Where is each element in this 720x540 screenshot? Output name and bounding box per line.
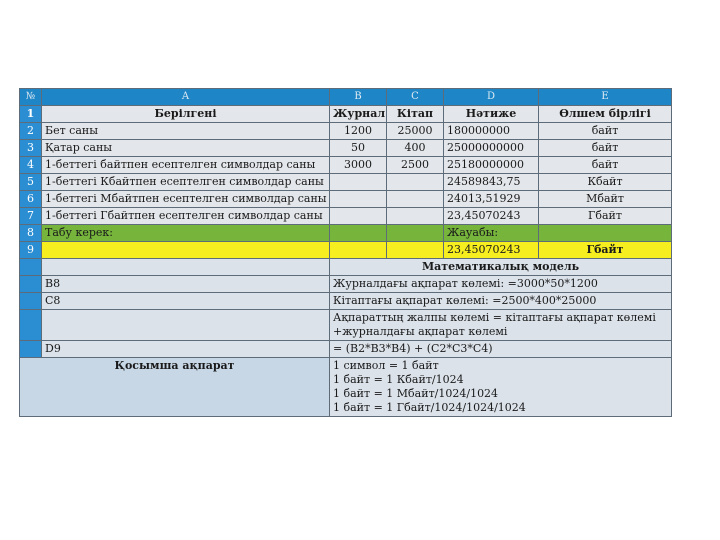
column-header-row	[20, 89, 672, 106]
model-ref-label: C8	[42, 293, 330, 310]
cell-a[interactable]: 1-беттегі байтпен есептелген символдар саны	[42, 157, 330, 174]
row-number[interactable]: 8	[20, 225, 42, 242]
cell-a[interactable]: 1-беттегі Мбайтпен есептелген символдар саны	[42, 191, 330, 208]
cell-b[interactable]	[330, 225, 387, 242]
extra-line-2: 1 байт = 1 Кбайт/1024	[333, 373, 464, 386]
row-number[interactable]	[20, 293, 42, 310]
cell-b[interactable]: 1200	[330, 123, 387, 140]
cell-a[interactable]	[42, 310, 330, 341]
model-total-formula	[330, 310, 672, 341]
cell-c[interactable]	[387, 225, 444, 242]
column-header-d[interactable]: D	[444, 89, 539, 106]
cell-c[interactable]	[387, 242, 444, 259]
cell-b[interactable]	[330, 191, 387, 208]
model-title-row	[20, 259, 672, 276]
row-number[interactable]	[20, 341, 42, 358]
cell-d[interactable]: 24013,51929	[444, 191, 539, 208]
model-row	[20, 341, 672, 358]
cell-a[interactable]: Бет саны	[42, 123, 330, 140]
table-row	[20, 157, 672, 174]
cell-c[interactable]: 25000	[387, 123, 444, 140]
row-number[interactable]: 6	[20, 191, 42, 208]
column-header-num[interactable]: №	[20, 89, 42, 106]
extra-info-row	[20, 358, 672, 417]
model-row	[20, 276, 672, 293]
cell-c[interactable]: 2500	[387, 157, 444, 174]
model-formula: Кітаптағы ақпарат көлемі: =2500*400*25000	[330, 293, 672, 310]
column-header-a[interactable]: A	[42, 89, 330, 106]
cell-a[interactable]	[42, 242, 330, 259]
row-number[interactable]	[20, 259, 42, 276]
cell-a[interactable]: 1-беттегі Кбайтпен есептелген символдар саны	[42, 174, 330, 191]
cell-e[interactable]: Кбайт	[539, 174, 672, 191]
cell-a[interactable]: Табу керек:	[42, 225, 330, 242]
row-number[interactable]: 5	[20, 174, 42, 191]
cell-d[interactable]: Нәтиже	[444, 106, 539, 123]
cell-e[interactable]: байт	[539, 140, 672, 157]
cell-b[interactable]	[330, 242, 387, 259]
cell-e[interactable]: байт	[539, 123, 672, 140]
model-formula: = (B2*B3*B4) + (C2*C3*C4)	[330, 341, 672, 358]
table-row	[20, 191, 672, 208]
row-number[interactable]: 7	[20, 208, 42, 225]
table-row	[20, 174, 672, 191]
cell-e[interactable]: Гбайт	[539, 208, 672, 225]
column-header-c[interactable]: C	[387, 89, 444, 106]
cell-c[interactable]	[387, 208, 444, 225]
cell-d[interactable]: Жауабы:	[444, 225, 539, 242]
row-number[interactable]	[20, 276, 42, 293]
extra-line-4: 1 байт = 1 Гбайт/1024/1024/1024	[333, 401, 526, 414]
model-row	[20, 310, 672, 341]
cell-b[interactable]: 3000	[330, 157, 387, 174]
answer-row	[20, 242, 672, 259]
cell-e[interactable]	[539, 225, 672, 242]
row-number[interactable]: 9	[20, 242, 42, 259]
model-title: Математикалық модель	[330, 259, 672, 276]
extra-line-1: 1 символ = 1 байт	[333, 359, 439, 372]
extra-info-label: Қосымша ақпарат	[20, 358, 330, 417]
cell-d[interactable]: 25000000000	[444, 140, 539, 157]
cell-a[interactable]: Берілгені	[42, 106, 330, 123]
row-number[interactable]: 2	[20, 123, 42, 140]
cell-d[interactable]: 24589843,75	[444, 174, 539, 191]
row-number[interactable]	[20, 310, 42, 341]
model-total-line-2: +журналдағы ақпарат көлемі	[333, 325, 508, 338]
model-formula: Журналдағы ақпарат көлемі: =3000*50*1200	[330, 276, 672, 293]
find-row	[20, 225, 672, 242]
row-number[interactable]: 3	[20, 140, 42, 157]
row-number[interactable]: 4	[20, 157, 42, 174]
row-number[interactable]: 1	[20, 106, 42, 123]
cell-e[interactable]: байт	[539, 157, 672, 174]
cell-e[interactable]: Өлшем бірлігі	[539, 106, 672, 123]
model-total-line-1: Ақпараттың жалпы көлемі = кітаптағы ақпарат көлемі	[333, 311, 656, 324]
extra-line-3: 1 байт = 1 Мбайт/1024/1024	[333, 387, 499, 400]
cell-b[interactable]: Журнал	[330, 106, 387, 123]
spreadsheet-table	[19, 88, 672, 417]
cell-d[interactable]: 23,45070243	[444, 242, 539, 259]
table-row	[20, 106, 672, 123]
model-ref-label: B8	[42, 276, 330, 293]
cell-c[interactable]: Кітап	[387, 106, 444, 123]
cell-d[interactable]: 25180000000	[444, 157, 539, 174]
extra-info-text	[330, 358, 672, 417]
table-row	[20, 208, 672, 225]
table-row	[20, 123, 672, 140]
cell-e[interactable]: Гбайт	[539, 242, 672, 259]
cell-b[interactable]: 50	[330, 140, 387, 157]
cell-a[interactable]: 1-беттегі Гбайтпен есептелген символдар саны	[42, 208, 330, 225]
model-row	[20, 293, 672, 310]
cell-d[interactable]: 180000000	[444, 123, 539, 140]
column-header-b[interactable]: B	[330, 89, 387, 106]
cell-e[interactable]: Мбайт	[539, 191, 672, 208]
cell-c[interactable]	[387, 191, 444, 208]
cell-b[interactable]	[330, 208, 387, 225]
cell-c[interactable]: 400	[387, 140, 444, 157]
model-ref-label: D9	[42, 341, 330, 358]
cell-c[interactable]	[387, 174, 444, 191]
column-header-e[interactable]: E	[539, 89, 672, 106]
table-row	[20, 140, 672, 157]
cell-b[interactable]	[330, 174, 387, 191]
cell-a[interactable]	[42, 259, 330, 276]
cell-d[interactable]: 23,45070243	[444, 208, 539, 225]
cell-a[interactable]: Қатар саны	[42, 140, 330, 157]
